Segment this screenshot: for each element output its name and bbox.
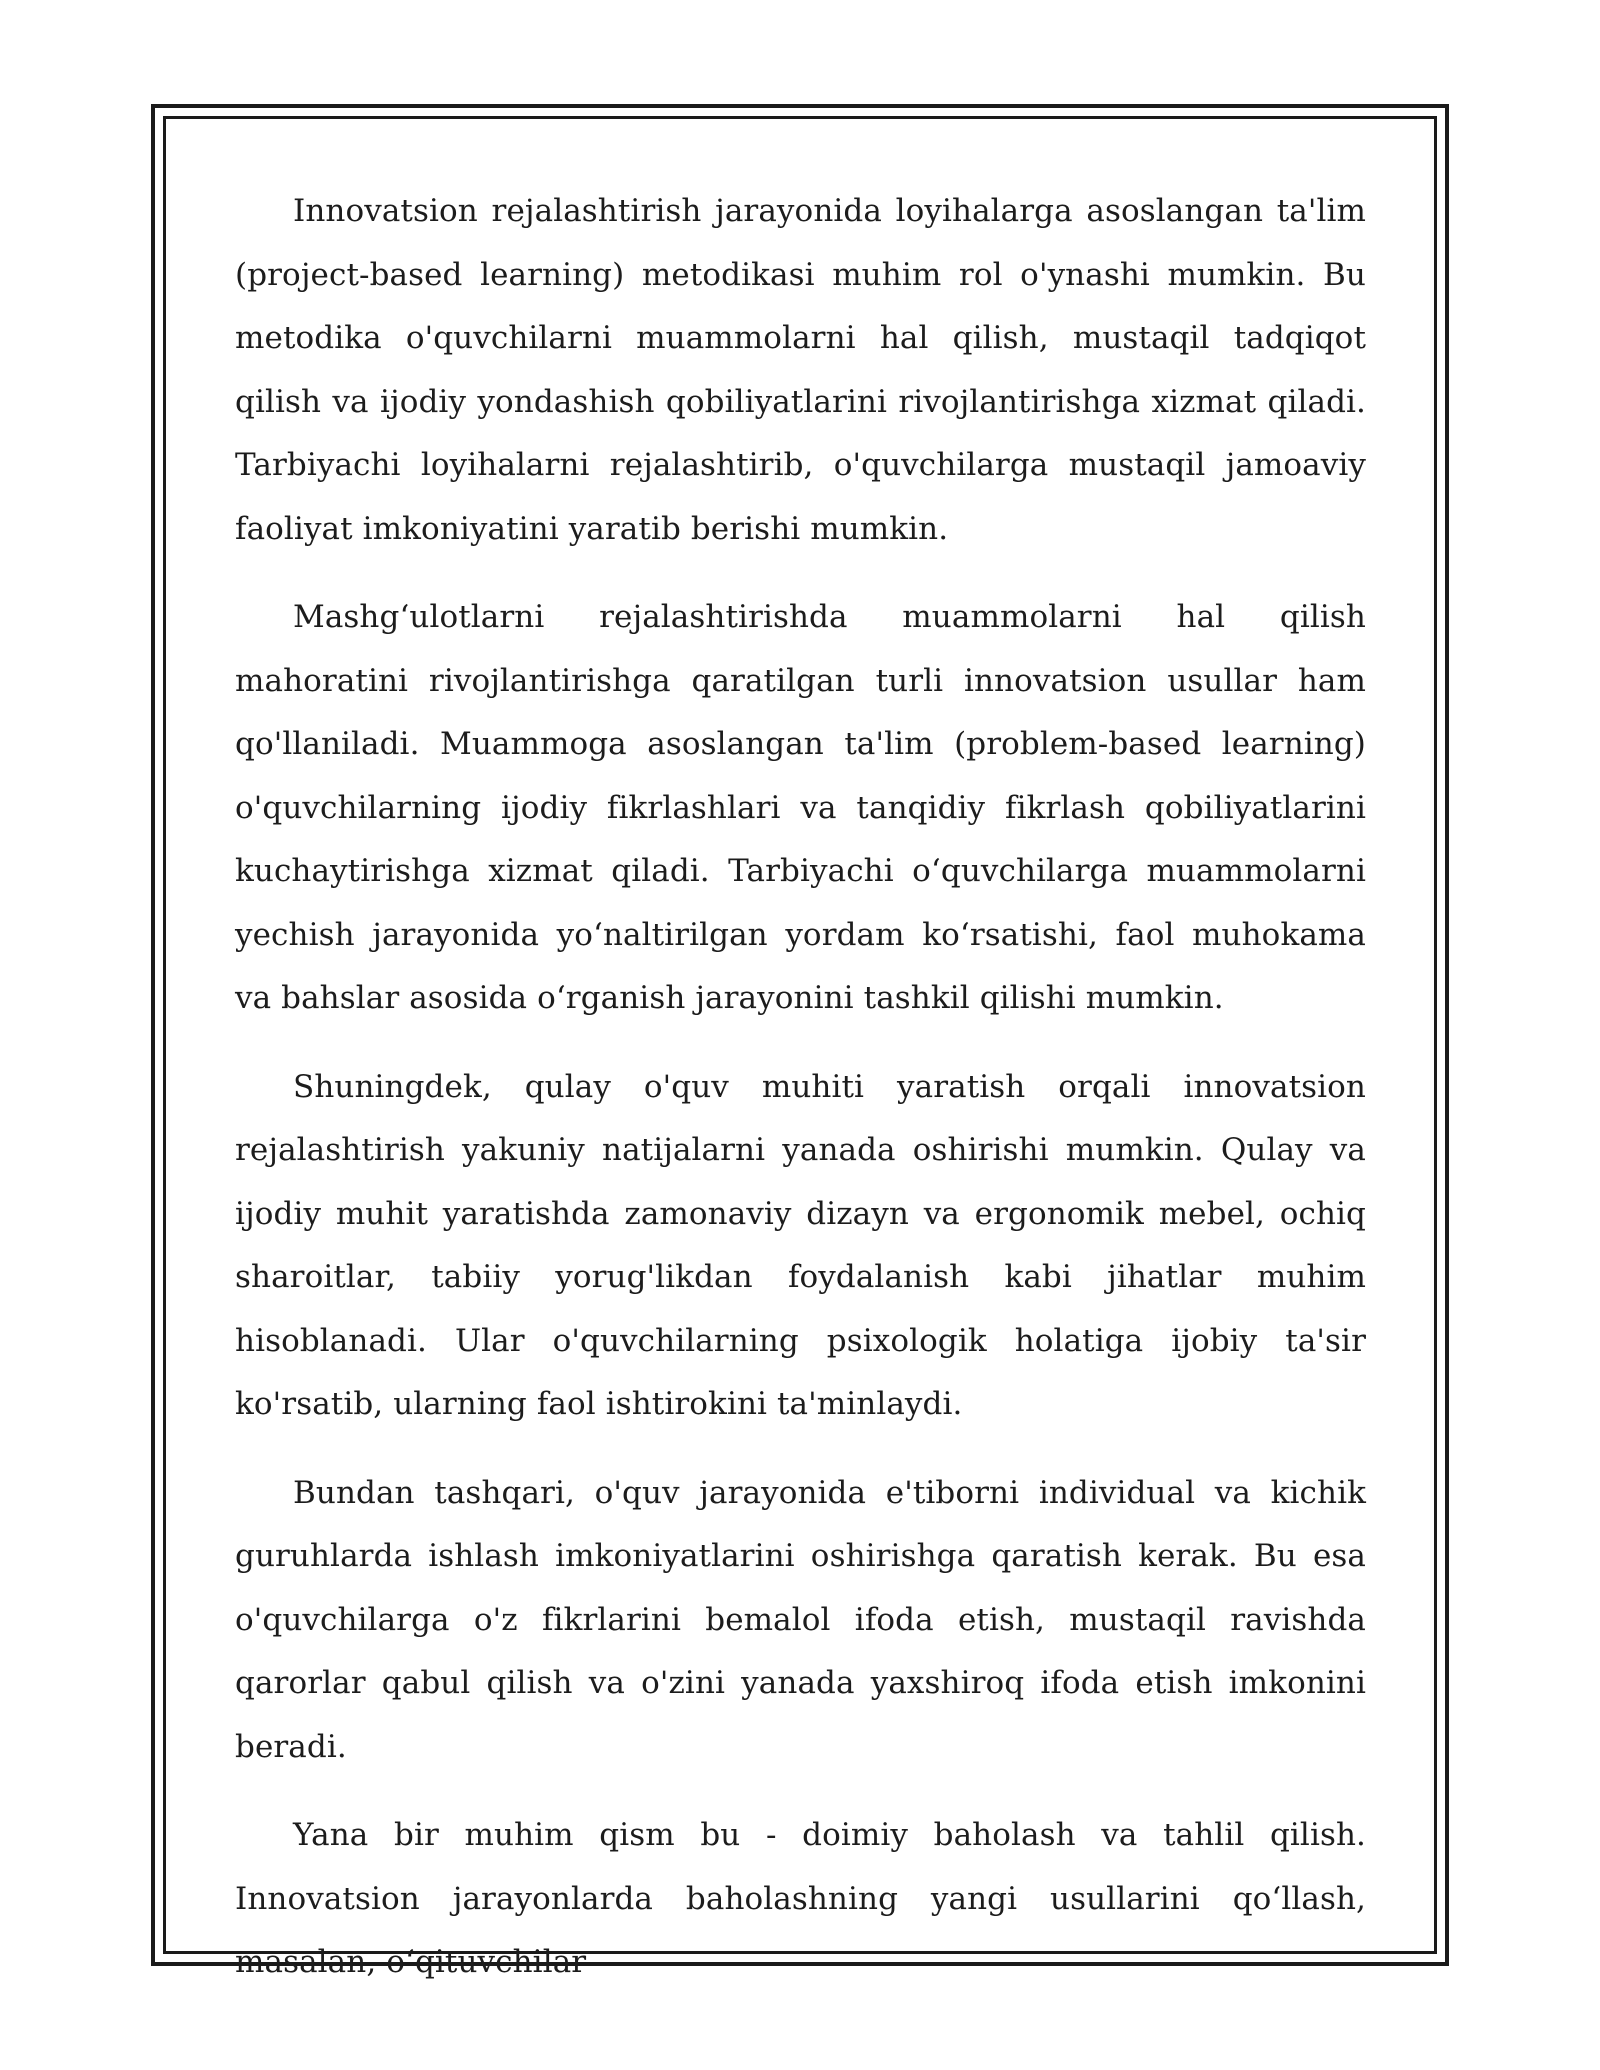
paragraph-1: Innovatsion rejalashtirish jarayonida loyihalarga asoslangan ta'lim (project-based learning) metodikasi muhim rol o'ynashi mumkin. Bu metodika o'quvchilarni muammolarni hal qilish, mustaqil tadqiqot qilish va ijodiy yondashish qobiliyatlarini rivojlantirishga xizmat qiladi. Tarbiyachi loyihalarni rejalashtirib, o'quvchilarga mustaqil jamoaviy faoliyat imkoniyatini yaratib berishi mumkin. (235, 193, 1366, 547)
paragraph-3: Shuningdek, qulay o'quv muhiti yaratish orqali innovatsion rejalashtirish yakuniy natijalarni yanada oshirishi mumkin. Qulay va ijodiy muhit yaratishda zamonaviy dizayn va ergonomik mebel, ochiq sharoitlar, tabiiy yorug'likdan foydalanish kabi jihatlar muhim hisoblanadi. Ular o'quvchilarning psixologik holatiga ijobiy ta'sir ko'rsatib, ularning faol ishtirokini ta'minlaydi. (235, 1068, 1366, 1422)
paragraph-5: Yana bir muhim qism bu - doimiy baholash va tahlil qilish. Innovatsion jarayonlarda baholashning yangi usullarini qo‘llash, masalan, o‘qituvchilar (235, 1817, 1366, 1980)
paragraph-4: Bundan tashqari, o'quv jarayonida e'tiborni individual va kichik guruhlarda ishlash imkoniyatlarini oshirishga qaratish kerak. Bu esa o'quvchilarga o'z fikrlarini bemalol ifoda etish, mustaqil ravishda qarorlar qabul qilish va o'zini yanada yaxshiroq ifoda etish imkonini beradi. (235, 1474, 1366, 1765)
paragraph-2: Mashg‘ulotlarni rejalashtirishda muammolarni hal qilish mahoratini rivojlantirishga qaratilgan turli innovatsion usullar ham qo'llaniladi. Muammoga asoslangan ta'lim (problem-based learning) o'quvchilarning ijodiy fikrlashlari va tanqidiy fikrlash qobiliyatlarini kuchaytirishga xizmat qiladi. Tarbiyachi o‘quvchilarga muammolarni yechish jarayonida yo‘naltirilgan yordam ko‘rsatishi, faol muhokama va bahslar asosida o‘rganish jarayonini tashkil qilishi mumkin. (235, 599, 1366, 1016)
document-body (235, 180, 1366, 2020)
